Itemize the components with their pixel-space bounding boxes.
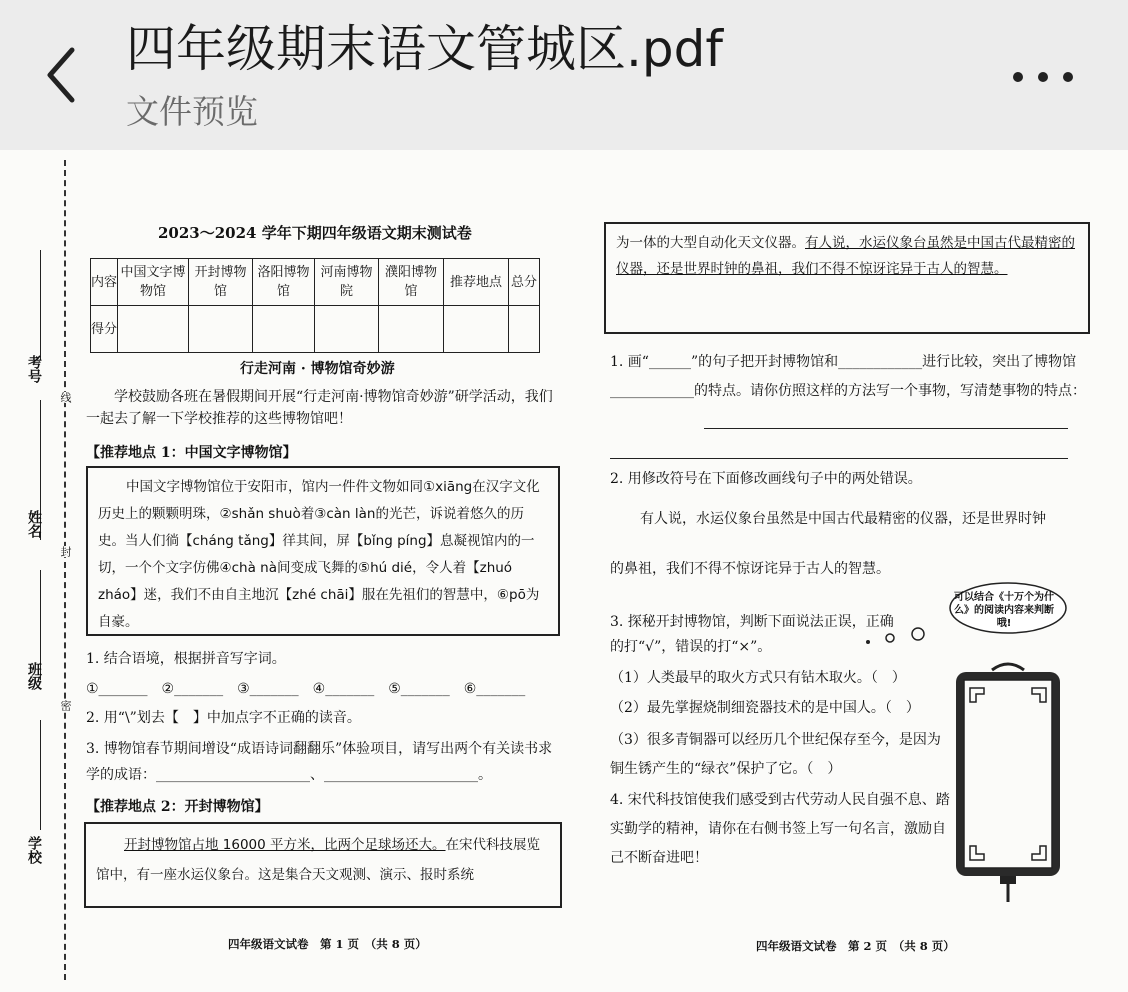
- score-header: 推荐地点: [444, 259, 509, 306]
- exam-title: 2023～2024 学年下期四年级语文期末测试卷: [158, 224, 472, 242]
- score-cell[interactable]: [189, 306, 253, 353]
- file-title: 四年级期末语文管城区.pdf: [126, 20, 723, 78]
- binding-label-name: 姓名: [26, 510, 42, 538]
- score-header: 开封博物馆: [189, 259, 253, 306]
- binding-label-class: 班级: [26, 662, 42, 690]
- page2-footer: 四年级语文试卷 第 2 页 （共 8 页）: [756, 939, 955, 953]
- page1-footer: 四年级语文试卷 第 1 页 （共 8 页）: [228, 937, 427, 951]
- underlined-sentence: 开封博物馆占地 16000 平方米，比两个足球场还大。: [124, 837, 446, 853]
- answer-line[interactable]: [610, 458, 1068, 459]
- score-header: 濮阳博物馆: [379, 259, 444, 306]
- score-cell[interactable]: [379, 306, 444, 353]
- more-dots-icon[interactable]: [1008, 62, 1078, 92]
- place1-passage: 中国文字博物馆位于安阳市，馆内一件件文物如同①xiāng在汉字文化历史上的颗颗明珠，②shǎn shuò着③càn làn的光芒，诉说着悠久的历史。当人们徜【cháng tǎng】徉其间，屏【bǐng píng】息凝视馆内的一切，一个个文字仿佛④chà nà间变成飞舞的⑤hú dié，令人着【zhuó zháo】迷，我们不由自主地沉【zhé chāi】服在先祖们的智慧中，⑥pō为自豪。: [86, 466, 560, 636]
- score-cell[interactable]: [315, 306, 379, 353]
- top-bar: [0, 0, 1128, 150]
- score-header: 总分: [509, 259, 540, 306]
- p2-q3-item-1: （1）人类最早的取火方式只有钻木取火。（ ）: [610, 670, 906, 686]
- bubble-dots-icon: [860, 620, 940, 650]
- passage-text: 在宋代科技展览馆中，有一座水运仪象台。这是集合天文观测、演示、报时系统: [96, 837, 541, 883]
- place2-passage: [84, 822, 562, 908]
- p2-question-2: 2. 用修改符号在下面修改画线句子中的两处错误。: [610, 471, 922, 487]
- chevron-left-icon[interactable]: [38, 40, 88, 110]
- document-preview[interactable]: [0, 150, 1128, 992]
- bookmark-icon[interactable]: [948, 658, 1068, 906]
- continued-passage: [604, 222, 1090, 334]
- binding-label-school: 学校: [26, 836, 42, 864]
- binding-field-line: [40, 720, 41, 830]
- passage-text: 为一体的大型自动化天文仪器。: [616, 235, 805, 251]
- seal-char-seal: 封: [59, 546, 72, 557]
- score-table: [90, 258, 540, 353]
- place2-heading: 【推荐地点 2：开封博物馆】: [86, 799, 269, 815]
- score-header: 中国文字博物馆: [118, 259, 189, 306]
- p2-question-3: 3. 探秘开封博物馆，判断下面说法正误，正确的打“√”，错误的打“×”。: [610, 614, 894, 655]
- p2-question-4: 4. 宋代科技馆使我们感受到古代劳动人民自强不息、踏实勤学的精神，请你在右侧书签上写一句名言，激励自己不断奋进吧！: [610, 792, 950, 866]
- question-2: 2. 用“\”划去【 】中加点字不正确的读音。: [86, 710, 361, 726]
- place1-heading: 【推荐地点 1：中国文字博物馆】: [86, 445, 297, 461]
- score-header: 河南博物院: [315, 259, 379, 306]
- score-cell[interactable]: [118, 306, 189, 353]
- section-title: 行走河南 · 博物馆奇妙游: [240, 361, 395, 377]
- seal-char-secret: 密: [59, 700, 72, 711]
- question-1-blanks[interactable]: ①_______ ②_______ ③_______ ④_______ ⑤_______ ⑥_______: [86, 681, 526, 697]
- file-subtitle: 文件预览: [126, 92, 258, 131]
- p2-q2-sentence-line2: 的鼻祖，我们不得不惊讶诧异于古人的智慧。: [610, 561, 890, 577]
- hint-text: 可以结合《十万个为什么》的阅读内容来判断哦!: [954, 592, 1054, 629]
- underlined-sentence: 有人说，水运仪象台虽然是中国古代最精密的仪器，还是世界时钟的鼻祖，我们不得不惊讶诧异于古人的智慧。: [616, 235, 1075, 277]
- p2-question-1: 1. 画“______”的句子把开封博物馆和____________进行比较，突出了博物馆 ____________的特点。请你仿照这样的方法写一个事物，写清楚事物的特点：: [610, 354, 1086, 399]
- question-3: 3. 博物馆春节期间增设“成语诗词翻翻乐”体验项目，请写出两个有关读书求学的成语：______________________、______________________。: [86, 741, 553, 783]
- question-1: 1. 结合语境，根据拼音写字词。: [86, 651, 286, 667]
- intro-paragraph: 学校鼓励各班在暑假期间开展“行走河南·博物馆奇妙游”研学活动，我们一起去了解一下学校推荐的这些博物馆吧！: [86, 389, 553, 427]
- seal-char-line: 线: [59, 392, 72, 403]
- score-cell[interactable]: [509, 306, 540, 353]
- p2-q2-sentence-line1: 有人说，水运仪象台虽然是中国古代最精密的仪器，还是世界时钟: [640, 511, 1046, 527]
- binding-label-exam-no: 考号: [26, 355, 42, 383]
- binding-line: [64, 160, 66, 980]
- p2-q3-item-2: （2）最先掌握烧制细瓷器技术的是中国人。（ ）: [610, 700, 920, 716]
- score-row-label: 得分: [91, 306, 118, 353]
- score-header: 内容: [91, 259, 118, 306]
- answer-line[interactable]: [704, 428, 1068, 429]
- binding-field-line: [40, 250, 41, 360]
- score-cell[interactable]: [253, 306, 315, 353]
- score-header: 洛阳博物馆: [253, 259, 315, 306]
- p2-q3-item-3: （3）很多青铜器可以经历几个世纪保存至今，是因为铜生锈产生的“绿衣”保护了它。（ ）: [610, 732, 941, 777]
- score-cell[interactable]: [444, 306, 509, 353]
